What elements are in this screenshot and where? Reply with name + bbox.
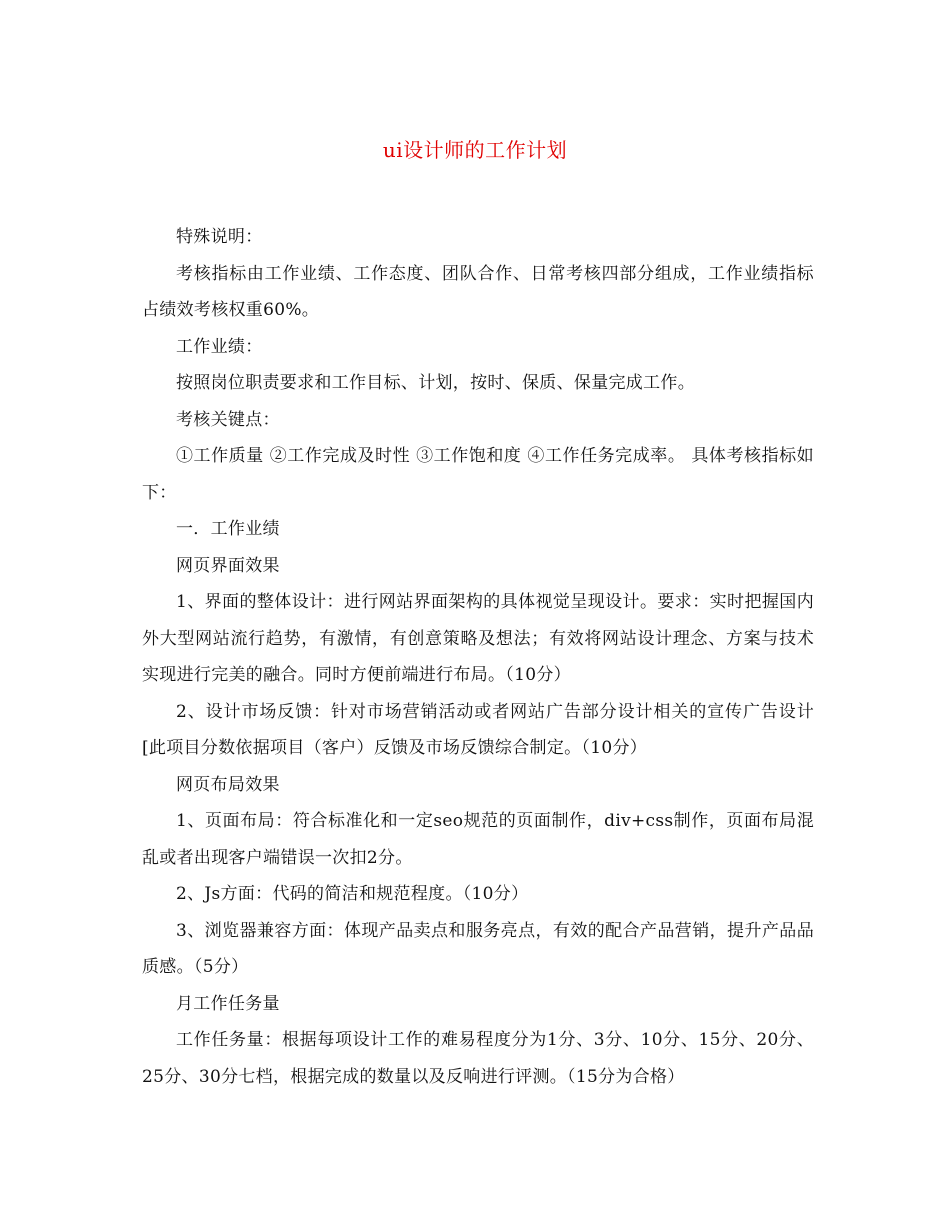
paragraph: 1、界面的整体设计：进行网站界面架构的具体视觉呈现设计。要求：实时把握国内外大型网站流行趋势，有激情，有创意策略及想法；有效将网站设计理念、方案与技术实现进行完美的融合。同时方便前端进行布局。（10分） [142,592,814,685]
paragraph: 工作任务量：根据每项设计工作的难易程度分为1分、3分、10分、15分、20分、25分、30分七档，根据完成的数量以及反响进行评测。（15分为合格） [142,1030,814,1087]
document-body [142,219,814,1095]
paragraph: 2、Js方面：代码的简洁和规范程度。（10分） [176,884,529,904]
paragraph: 3、浏览器兼容方面：体现产品卖点和服务亮点，有效的配合产品营销，提升产品品质感。（5分） [142,920,814,977]
paragraph: 考核指标由工作业绩、工作态度、团队合作、日常考核四部分组成，工作业绩指标占绩效考核权重60%。 [142,263,814,320]
section-heading: 一．工作业绩 [176,519,280,539]
paragraph: 按照岗位职责要求和工作目标、计划，按时、保质、保量完成工作。 [176,373,695,393]
subsection-heading: 月工作任务量 [176,993,280,1014]
subsection-heading: 网页界面效果 [176,555,280,576]
paragraph: 考核关键点： [176,409,280,430]
paragraph: 1、页面布局：符合标准化和一定seo规范的页面制作，div+css制作，页面布局混乱或者出现客户端错误一次扣2分。 [142,811,814,868]
document-title: ui设计师的工作计划 [382,138,568,162]
paragraph: 2、设计市场反馈：针对市场营销活动或者网站广告部分设计相关的宣传广告设计[此项目分数依据项目（客户）反馈及市场反馈综合制定。（10分） [142,701,814,758]
paragraph: 工作业绩： [176,336,263,357]
paragraph: ①工作质量 ②工作完成及时性 ③工作饱和度 ④工作任务完成率。 具体考核指标如下： [142,446,814,503]
subsection-heading: 网页布局效果 [176,774,280,795]
paragraph: 特殊说明： [176,227,263,247]
